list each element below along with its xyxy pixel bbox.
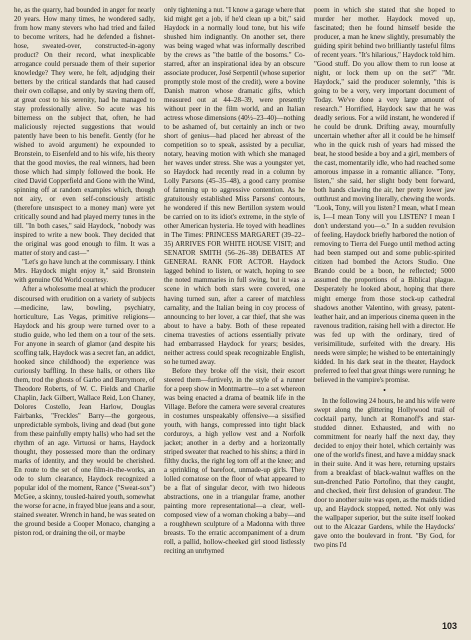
- column-1: [14, 6, 155, 632]
- paragraph: "Let's go have lunch at the commissary. I think Mrs. Haydock might enjoy it," said Bronstein with genuine Old World courtesy.: [14, 258, 155, 285]
- text-columns: [14, 6, 457, 632]
- paragraph: In the following 24 hours, he and his wife were swept along the glittering Hollywood trail of cocktail party, lunch at Romanoff's and star-studded dinner. Exhausted, and with no commitment for nearly half the next day, they decided to enjoy their hotel, which certainly was one of the world's finest, and have a midday snack in their suite. And it was here, returning upstairs from a breakfast of black-walnut waffles on the sun-drenched Patio Portofino, that they caught, and checked, their first delusion of grandeur. The door to another suite was open, as the maids tidied up, and Haydock stopped, netted. Not only was the wallpaper superior, but the suite itself looked out to the Alcazar Gardens, while the Haydocks' gave onto the boulevard in front. "By God, for two pins I'd: [314, 396, 455, 549]
- paragraph: After a wholesome meal at which the producer discoursed with erudition on a variety of subjects—medicine, law, bowling, psychiatry, horticulture, Las Vegas, primitive religions—Haydock and his group were turned over to a studio guide, who led them on a tour of the sets. For anyone in search of glamor (and despite his scoffing talk, Haydock was a secret fan, an addict, hooked since childhood) the experience was curiously baffling. In these halls, or others like them, trod the ghosts of Garbo and Barrymore, of Theodore Roberts, of W. C. Fields and Charlie Chaplin, Jack Gilbert, Wallace Reid, Lon Chaney, Dolores Costello, Jean Harlow, Douglas Fairbanks, "Freckles" Barry—the gorgeous, unpredictable symbols, living and dead (but gone from these painfully empty halls) who had set the rhythm of an age. Virtuosi or hams, Haydock thought, they possessed more than the ordinary marks of identity, and they would be cherished. En route to the set of one film-in-the-works, an ode to slum clearance, Haydock recognized a popular idol of the moment, Rance ("Sweat-sox") McGee, a skinny, tousled-haired youth, somewhat the worse for acne, in frayed blue jeans and a sour, stained sweater. Wrench in hand, he was seated on the ground beside a Cooper Monaco, changing a piston rod, or draining the oil, or maybe: [14, 285, 155, 537]
- paragraph: poem in which she stated that she hoped to murder her mother. Haydock moved up, fascinated; then he found himself beside the producer, a man he knew slightly, presumably the guiding spirit behind two brilliantly tasteful films of recent years. "It's hilarious," Haydock told him. "Good stuff. Do you allow them to run loose at night, or lock them up on the set?" "Mr. Haydock," said the producer solemnly, "this is going to be a very, very important document of Today. We've done a very large amount of research." Horrified, Haydock saw that he was deadly serious. For a wild instant, he wondered if he could be drunk. Drifting away, mournfully uncertain whether after all it could be he himself who in the quick rush of years had missed the beat, he stood beside a boy and a girl, members of the cast, momentarily idle, who had reached some amorous impasse in a romantic alliance. "Tony, listen," she said, her slight body bent forward, both hands clawing the air, her pretty lower jaw outthrust and moving literally, chewing the words. "Look, Tony, will you listen? I mean, what I mean is, I—I mean Tony will you LISTEN? I mean I don't understand you—o." In a sudden revulsion of feeling, Haydock briefly harbored the notion of removing to Tierra del Fuego until method acting had been stamped out and some public-spirited citizen had bombed the Actors Studio. One Brando could be a boon, he reflected; 5000 assumed the proportions of a Biblical plague. Desperately he looked about, hoping that there might emerge from those stock-up cathedral shadows another Valentino, with greasy, patent-leather hair, and an imperious cinema queen in the ravenous tradition, raising hell with a director. He was fed up with the ordinary, tired of verisimilitude, surfeited with the dreary. His needs were simple; he wished to be entertainingly kidded. In his dark seat in the theater, Haydock preferred to feel that great things were running; he believed in the vampire's promise.: [314, 6, 455, 384]
- page-number: 103: [441, 621, 457, 631]
- paragraph: he, as the quarry, had bounded in anger for nearly 20 years. How many times, he wondered sadly, from how many stevers who had tried and failed to become writers, had he defended a fishnet-hose, sweated-over, constructed-in-agony product? On their record, what inexplicable arrogance could persuade them of their superior knowledge? They were, he felt, adjudging their betters by the critical standards that had caused their own collapse, and only by staving them off, at great cost to his serenity, had he managed to stay professionally alive. So acute was his bitterness on the subject that, often, he had maliciously rejected suggestions that would patently have been to his benefit. Gently (for he wished to avoid argument) he expounded to Bronstein, to Eisenfeld and to his wife, his theory that the good movies, the real winners, had been those which had simply followed the book. He cited David Copperfield and Gone with the Wind, spinning off at random examples which, though not airy, or even self-consciously artistic (therefore unsuspect to a money man) were yet critically sound and had played merry tunes in the till. "In both cases," said Haydock, "nobody was inspired to write a new book. They decided that the original was good enough to film. It was a matter of story and cast—": [14, 6, 155, 258]
- column-3: [314, 6, 455, 632]
- column-2: [164, 6, 305, 632]
- paragraph: Before they broke off the visit, their escort steered them—furtively, in the style of a runner for a peep show in Montmartre—to a set whereon was being enacted a drama of beatnik life in the Village. Before the camera were several creatures in costumes unspeakably offensive—a sissified youth, with hangs, compressed into tight black corduroys, a high yellow vest and a Norfolk jacket; another in a derby and a horizontally striped sweater that reached to his shins; a third in filthy ducks, the right leg torn off at the knee; and a sprinkling of barefoot, unmade-up girls. They lolled comatose on the floor of what appeared to be a flat of singular decor, with two hideous abstractions, one in a triangular frame, another painting more representational—a clear, well-composed view of a woman choking a baby—and a roughhewn sculpture of a Madonna with three breasts. To the erratic accompaniment of a drum roll, a pallid, hollow-cheeked girl stood listlessly reciting an unrhymed: [164, 366, 305, 555]
- paragraph: only tightening a nut. "I know a garage where that kid might get a job, if he'd clean up a bit," said Haydock in a normally loud tone, but his wife shushed him indignantly. On another set, there was being waged what was informally described by the crews as "the battle of the bosoms." Co-starred, after an inspirational idea by an obscure associate producer, José Serpentil (whose superior promptly stole most of the credit), were a bovine Danish matron whose dramatic gifts, which measured out at 44–28–39, were presently without peer in the film world, and an Italian actress whose dimensions (40½–23–40)—nothing to be ashamed of, but certainly an inch or two short of genius—had placed her abreast of the competition so to speak, assisted by a peculiar, notary, heaving motion with which she managed her waves under stress. She was a youngster yet, so Haydock had recently read in a column by Lolly Parsons (45–35–48), a good carry promise of fattening up to aggressive contention. As he gratuitously established Miss Parsons' contours, he wondered if this new Bertillon system would be carried on to its idiot's extreme, in the style of other American hysteria. He toyed with headlines in The Times: PRINCESS MARGARET (39–22–35) ARRIVES FOR WHITE HOUSE VISIT; and SENATOR SMITH (56–26–38) DEBATES AT GENERAL RANK FOR ACTOR. Haydock lagged behind to listen, or watch, hoping to see the noted mammaries in full swing, but it was a scene in which both stars were covered, one having turned sun, after a career of matchless carnality, and the Italian being in coy process of announcing to her lover, a car thief, that she was about to have a baby. Both of these repeated cinema travesties of actions essentially private had embarrassed Haydock for years; besides, neither actress could speak recognizable English, so he turned away.: [164, 6, 305, 366]
- section-break: •: [383, 385, 386, 395]
